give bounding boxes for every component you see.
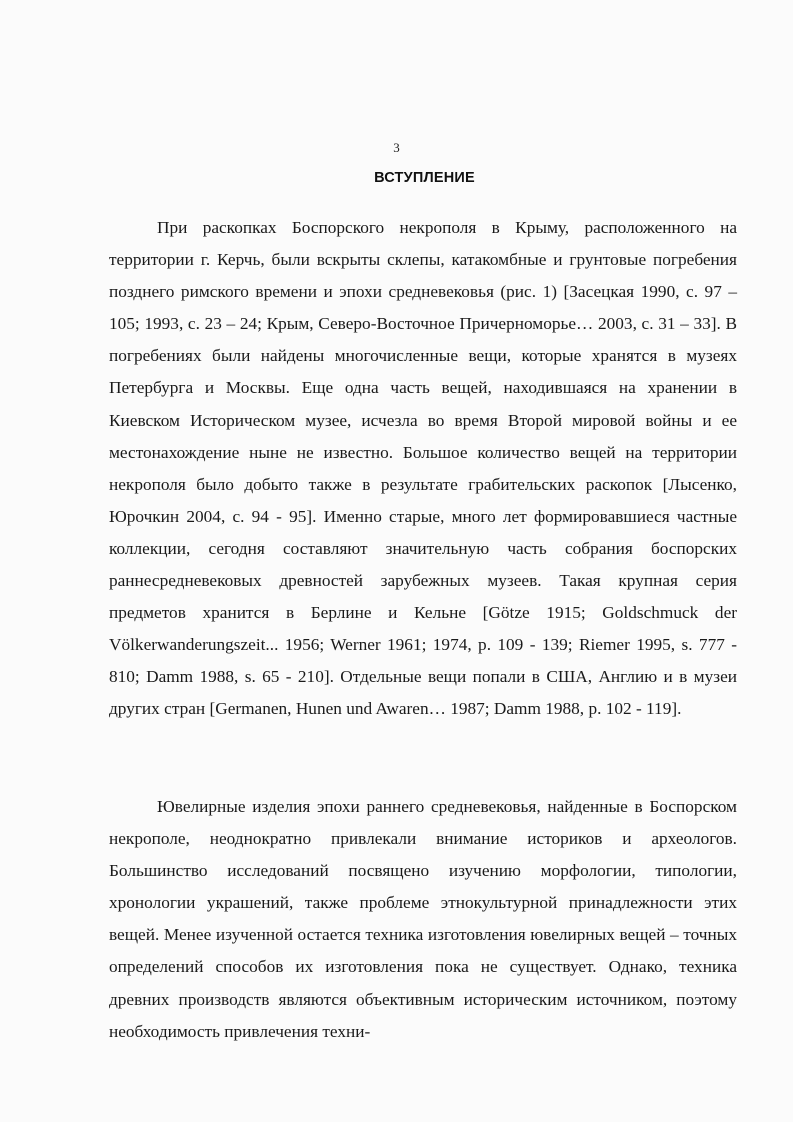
page-number: 3 (393, 140, 400, 155)
paragraph: Ювелирные изделия эпохи раннего средневековья, найденные в Боспорском некрополе, неоднократно привлекали внимание историков и археологов. Большинство исследований посвящено изучению морфологии, типологии, хронологии украшений, также проблеме этнокультурной принадлежности этих вещей. Менее изученной остается техника изготовления ювелирных вещей – точных определений способов их изготовления пока не существует. Однако, техника древних производств являются объективным историческим источником, поэтому необходимость привлечения техни- (109, 797, 737, 1041)
section-heading: ВСТУПЛЕНИЕ (374, 170, 475, 186)
paragraph: При раскопках Боспорского некрополя в Крыму, расположенного на территории г. Керчь, были вскрыты склепы, катакомбные и грунтовые погребения позднего римского времени и эпохи средневековья (рис. 1) [Засецкая 1990, с. 97 – 105; 1993, с. 23 – 24; Крым, Северо-Восточное Причерноморье… 2003, с. 31 – 33]. В погребениях были найдены многочисленные вещи, которые хранятся в музеях Петербурга и Москвы. Еще одна часть вещей, находившаяся на хранении в Киевском Историческом музее, исчезла во время Второй мировой войны и ее местонахождение ныне не известно. Большое количество вещей на территории некрополя было добыто также в результате грабительских раскопок [Лысенко, Юрочкин 2004, с. 94 - 95]. Именно старые, много лет формировавшиеся частные коллекции, сегодня составляют значительную часть собрания боспорских раннесредневековых древностей зарубежных музеев. Такая крупная серия предметов хранится в Берлине и Кельне [Götze 1915; Goldschmuck der Völkerwanderungszeit... 1956; Werner 1961; 1974, p. 109 - 139; Riemer 1995, s. 777 - 810; Damm 1988, s. 65 - 210]. Отдельные вещи попали в США, Англию и в музеи других стран [Germanen, Hunen und Awaren… 1987; Damm 1988, p. 102 - 119]. (109, 218, 737, 719)
